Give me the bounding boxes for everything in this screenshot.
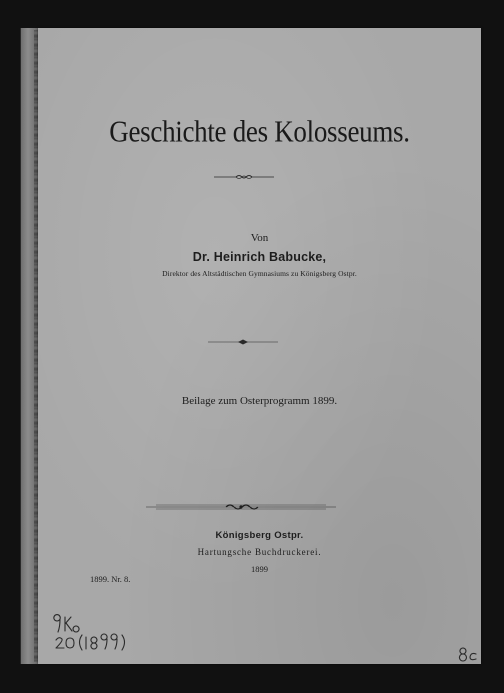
- program-number: 1899. Nr. 8.: [90, 574, 131, 584]
- page-title: Geschichte des Kolosseums.: [109, 113, 410, 149]
- imprint-ornament-icon: [146, 502, 336, 512]
- supplement-line: Beilage zum Osterprogramm 1899.: [181, 395, 338, 407]
- handwritten-shelfmark-icon: [52, 613, 148, 655]
- by-label: Von: [250, 232, 269, 244]
- imprint-city: Königsberg Ostpr.: [215, 530, 304, 541]
- author-ornament-icon: [208, 338, 278, 346]
- imprint-year: 1899: [251, 564, 268, 574]
- cover-page: [38, 28, 481, 664]
- handwritten-corner-mark-icon: [457, 643, 481, 663]
- imprint-printer: Hartungsche Buchdruckerei.: [197, 547, 322, 557]
- author-affiliation: Direktor des Altstädtischen Gymnasiums zu Königsberg Ostpr.: [162, 269, 357, 278]
- title-ornament-icon: [214, 173, 274, 181]
- author-name: Dr. Heinrich Babucke,: [192, 250, 327, 264]
